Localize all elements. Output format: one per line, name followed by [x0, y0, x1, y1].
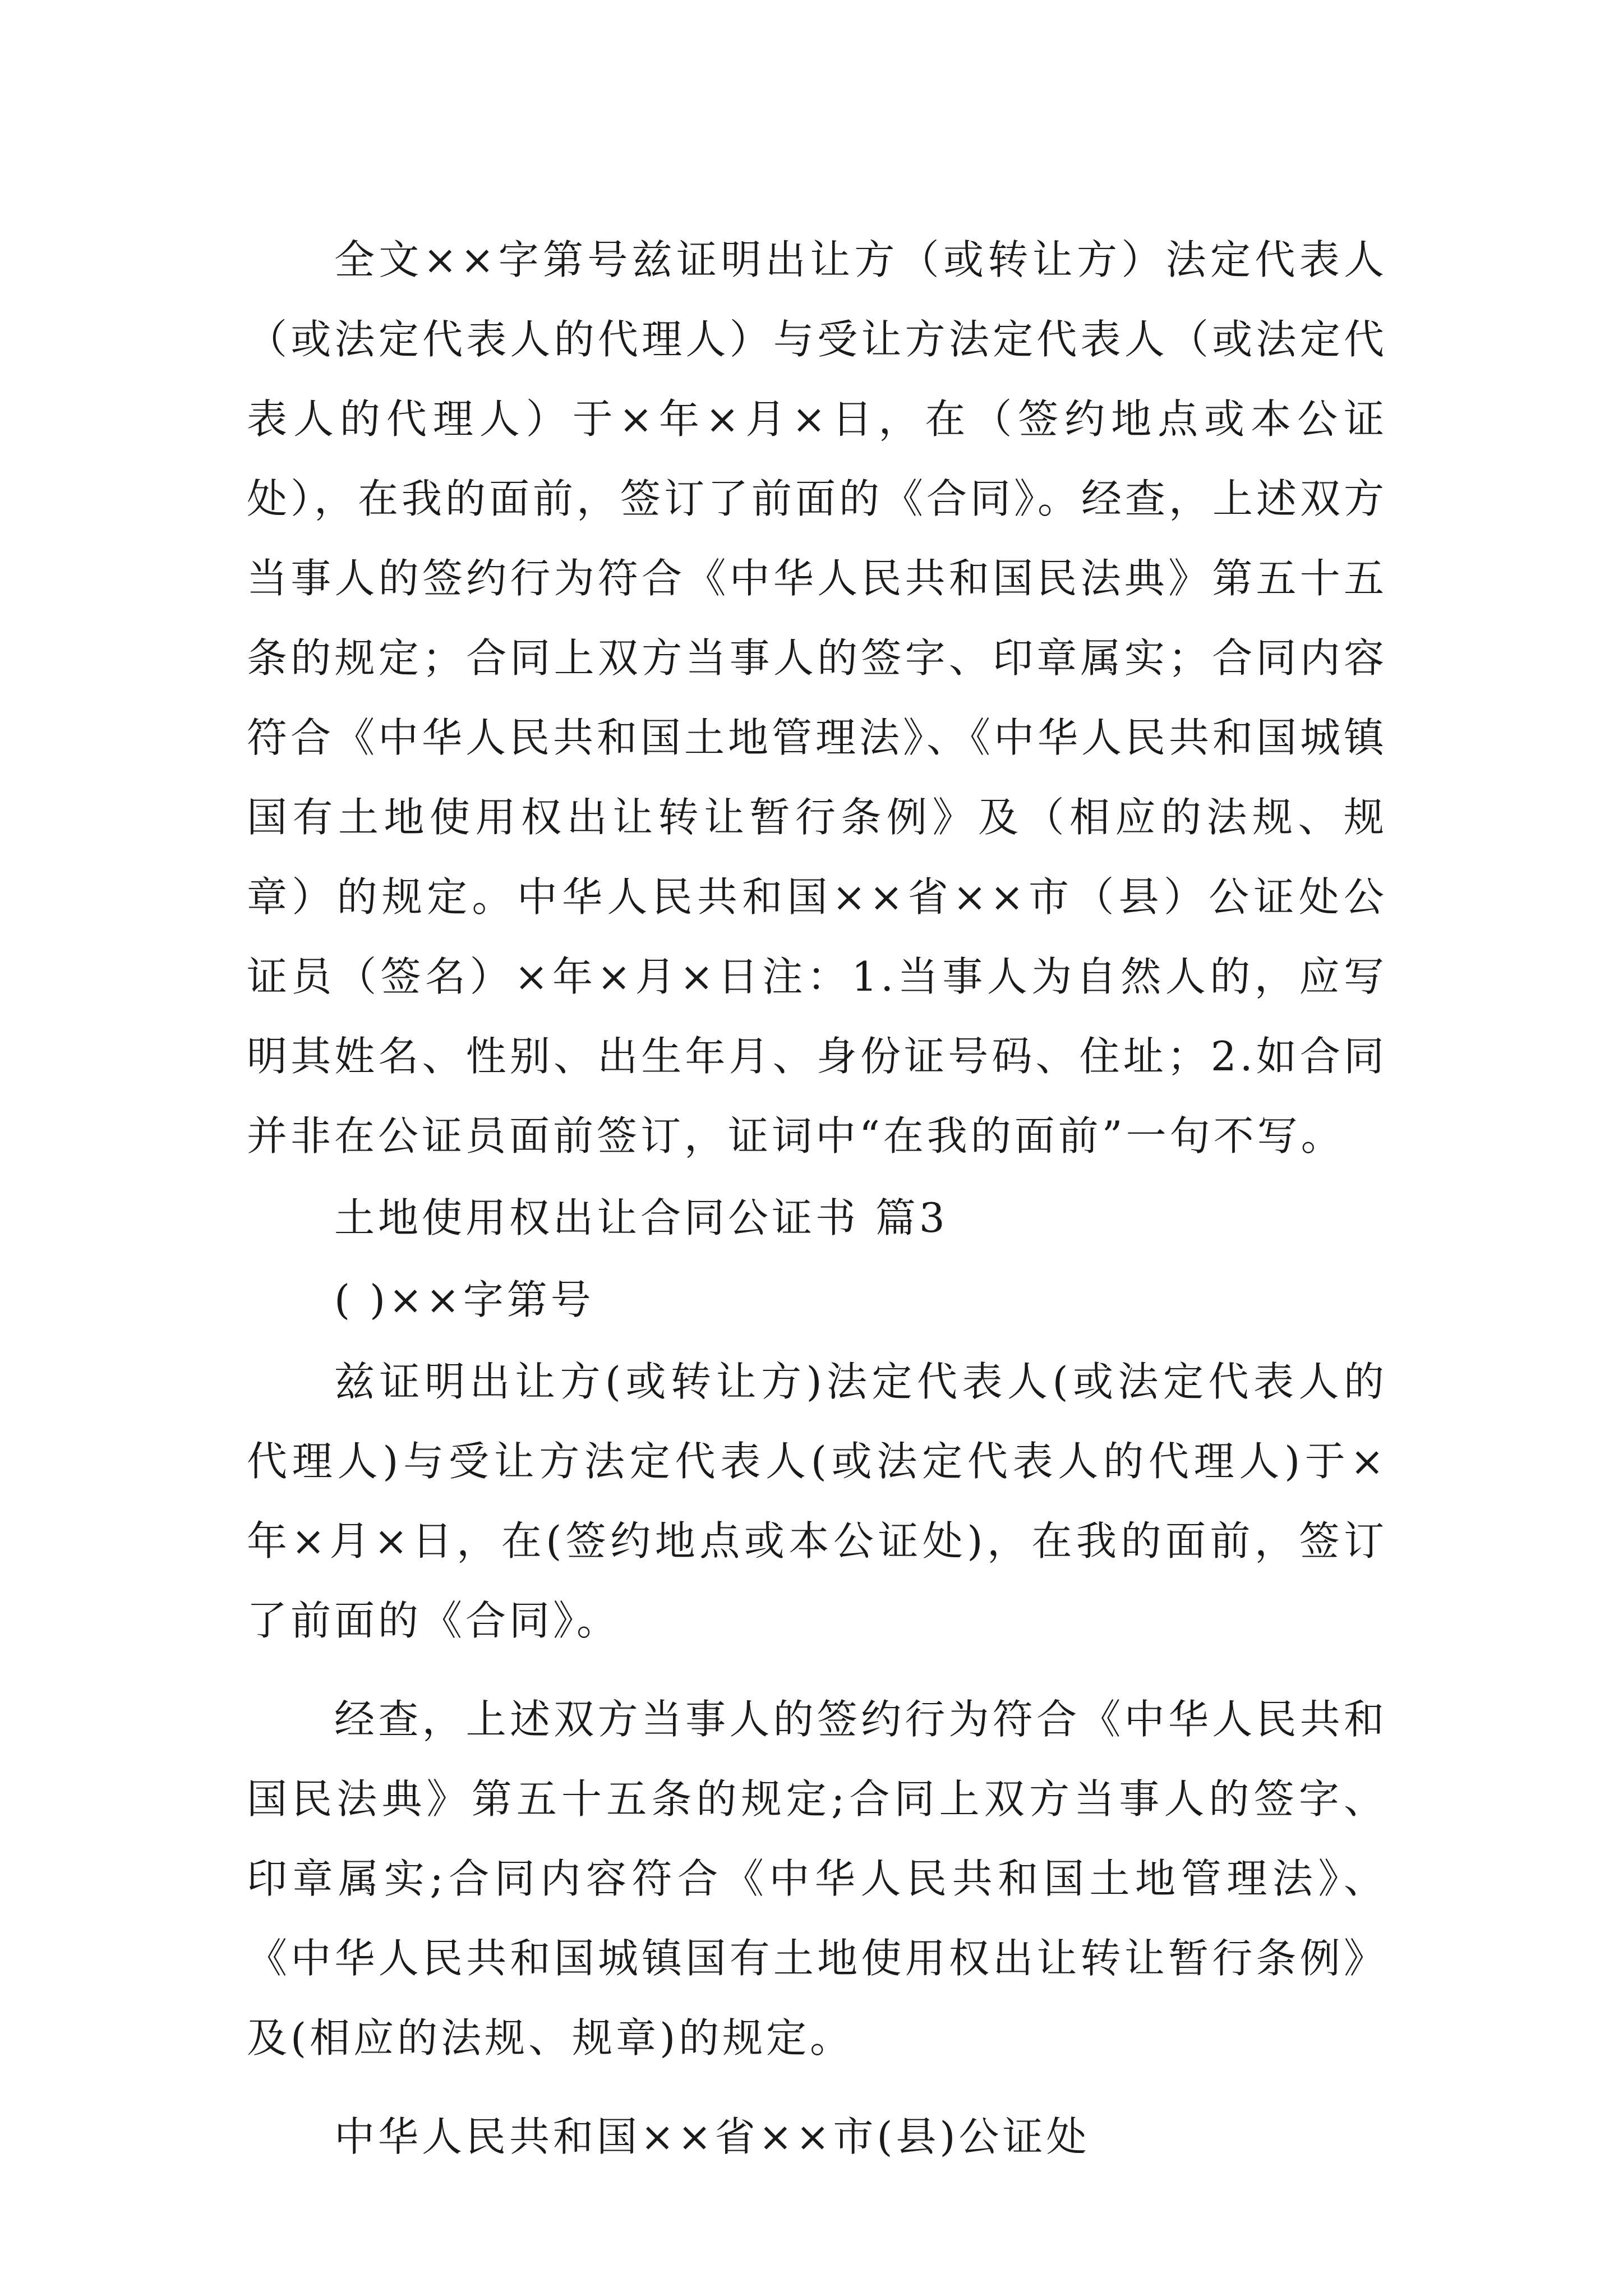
paragraph-verification: 经查，上述双方当事人的签约行为符合《中华人民共和国民法典》第五十五条的规定;合同上双方当事人的签字、印章属实;合同内容符合《中华人民共和国土地管理法》、《中华人民共和国城镇国有土地使用权出让转让暂行条例》及(相应的法规、规章)的规定。	[247, 1696, 1387, 2062]
section-heading: 土地使用权出让合同公证书 篇3	[334, 1194, 948, 1241]
paragraph-certification: 兹证明出让方(或转让方)法定代表人(或法定代表人的代理人)与受让方法定代表人(或法定代表人的代理人)于×年×月×日，在(签约地点或本公证处)，在我的面前，签订了前面的《合同》。	[247, 1358, 1387, 1644]
document-number: ( )××字第号	[334, 1276, 594, 1323]
paragraph-notary-office: 中华人民共和国××省××市(县)公证处	[334, 2113, 1090, 2160]
document-page	[247, 220, 1387, 2177]
paragraph-notarial-text: 全文××字第号兹证明出让方（或转让方）法定代表人（或法定代表人的代理人）与受让方法定代表人（或法定代表人的代理人）于×年×月×日，在（签约地点或本公证处），在我的面前，签订了前面的《合同》。经查，上述双方当事人的签约行为符合《中华人民共和国民法典》第五十五条的规定；合同上双方当事人的签字、印章属实；合同内容符合《中华人民共和国土地管理法》、《中华人民共和国城镇国有土地使用权出让转让暂行条例》及（相应的法规、规章）的规定。中华人民共和国××省××市（县）公证处公证员（签名）×年×月×日注：1.当事人为自然人的，应写明其姓名、性别、出生年月、身份证号码、住址；2.如合同并非在公证员面前签订，证词中“在我的面前”一句不写。	[247, 236, 1388, 1159]
